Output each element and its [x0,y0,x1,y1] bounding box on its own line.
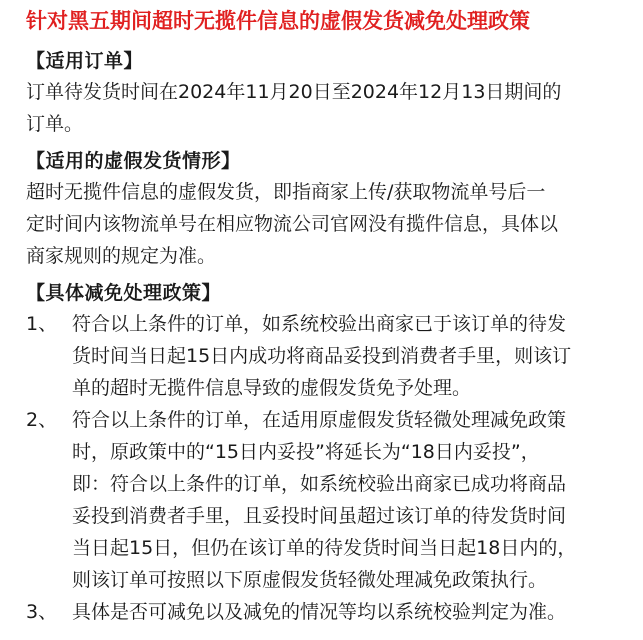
text-line: 商家规则的规定为准。 [26,245,217,267]
text-line: 订单。 [26,113,84,135]
section-heading: 【具体减免处理政策】 [26,282,222,304]
section-heading: 【适用订单】 [26,50,144,72]
section-heading: 【适用的虚假发货情形】 [26,150,241,172]
list-index: 1、 [26,313,58,335]
text-line: 具体是否可减免以及减免的情况等均以系统校验判定为准。 [72,601,567,623]
text-line: 单的超时无揽件信息导致的虚假发货免予处理。 [72,377,472,399]
text-line: 超时无揽件信息的虚假发货，即指商家上传/获取物流单号后一 [26,181,546,203]
page-title: 针对黑五期间超时无揽件信息的虚假发货减免处理政策 [26,9,530,33]
text-line: 当日起15日，但仍在该订单的待发货时间当日起18日内的， [72,537,577,559]
text-line: 时，原政策中的“15日内妥投”将延长为“18日内妥投”， [72,441,540,463]
list-item [26,596,625,628]
list-item [26,404,625,596]
text-line: 符合以上条件的订单，如系统校验出商家已于该订单的待发 [72,313,567,335]
text-line: 符合以上条件的订单，在适用原虚假发货轻微处理减免政策 [72,409,567,431]
text-line: 即：符合以上条件的订单，如系统校验出商家已成功将商品 [72,473,567,495]
text-line: 货时间当日起15日内成功将商品妥投到消费者手里，则该订 [72,345,572,367]
text-line: 妥投到消费者手里，且妥投时间虽超过该订单的待发货时间 [72,505,567,527]
list-index: 2、 [26,409,58,431]
section-applicable-situations [26,146,625,272]
section-policy-details [26,278,625,628]
list-item [26,308,625,404]
text-line: 定时间内该物流单号在相应物流公司官网没有揽件信息，具体以 [26,213,559,235]
text-line: 则该订单可按照以下原虚假发货轻微处理减免政策执行。 [72,569,548,591]
section-body [26,76,625,140]
list-index: 3、 [26,601,58,623]
section-body [26,176,625,272]
text-line: 订单待发货时间在2024年11月20日至2024年12月13日期间的 [26,81,562,103]
section-applicable-orders [26,46,625,140]
